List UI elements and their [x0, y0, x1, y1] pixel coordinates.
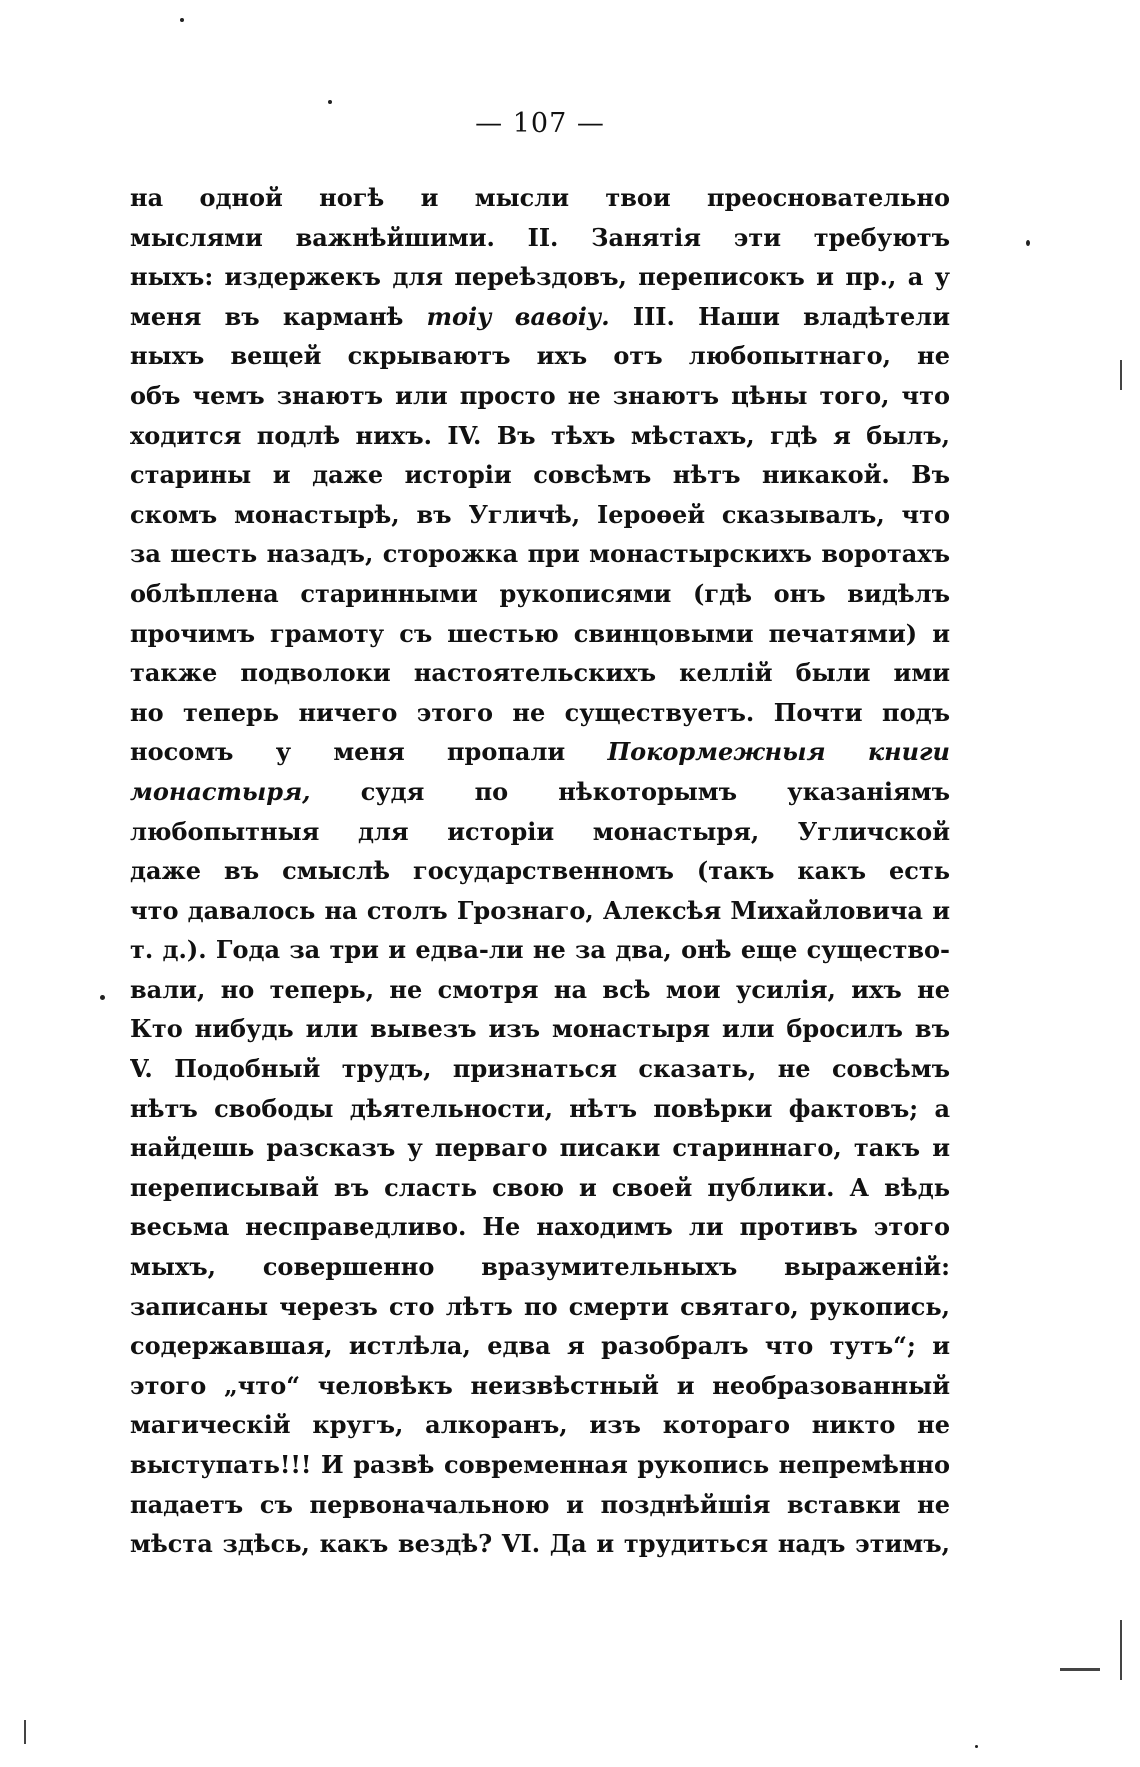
text-line: [130, 1287, 950, 1327]
text-line: [130, 653, 950, 693]
text-line: [130, 495, 950, 535]
text-line: [130, 1207, 950, 1247]
text-segment: переписывай въ сласть свою и своей публики. А вѣдь: [130, 1172, 950, 1202]
text-line: [130, 257, 950, 297]
text-segment: ходится подлѣ нихъ. IV. Въ тѣхъ мѣстахъ, гдѣ я былъ,: [130, 420, 950, 450]
text-segment: мыслями важнѣйшими. II. Занятія эти требуютъ: [130, 222, 950, 252]
scan-speck: [180, 18, 184, 22]
text-segment: старины и даже исторіи совсѣмъ нѣтъ никакой. Въ: [130, 460, 950, 490]
body-text: [130, 178, 950, 1564]
text-line: [130, 297, 950, 337]
text-line: [130, 1089, 950, 1129]
text-line: [130, 1247, 950, 1287]
text-line: [130, 772, 950, 812]
text-segment: но теперь ничего этого не существуетъ. Почти подъ: [130, 697, 950, 727]
text-line: [130, 534, 950, 574]
text-segment: весьма несправедливо. Не находимъ ли противъ этого: [130, 1212, 950, 1242]
page-number: — 107 —: [475, 108, 605, 139]
text-segment: на одной ногѣ и мысли твои преосновательно: [130, 183, 950, 212]
text-line: [130, 178, 950, 218]
text-line: [130, 1128, 950, 1168]
text-line: [130, 376, 950, 416]
text-line: [130, 614, 950, 654]
text-segment: любопытныя для исторіи монастыря, Угличской: [130, 816, 950, 846]
text-segment: также подволоки настоятельскихъ келлій были ими: [130, 658, 950, 688]
text-segment: мѣста здѣсь, какъ вездѣ? VI. Да и трудиться надъ этимъ,: [130, 1529, 950, 1559]
text-segment: объ чемъ знаютъ или просто не знаютъ цѣны того, что: [130, 380, 950, 410]
text-segment: т. д.). Года за три и едва-ли не за два, онѣ еще существо-: [130, 935, 950, 965]
text-segment: V. Подобный трудъ, признаться сказать, не совсѣмъ: [130, 1054, 950, 1084]
scan-edge-mark: [1060, 1668, 1100, 1671]
text-line: [130, 218, 950, 258]
text-line: [130, 851, 950, 891]
text-line: [130, 1445, 950, 1485]
text-segment: Кто нибудь или вывезъ изъ монастыря или бросилъ въ: [130, 1014, 950, 1044]
text-segment: выступать!!! И развѣ современная рукопись непремѣнно: [130, 1450, 950, 1479]
text-segment: III. Наши владѣтели: [632, 301, 950, 331]
text-line: [130, 891, 950, 931]
text-line: [130, 970, 950, 1010]
text-segment: вали, но теперь, не смотря на всѣ мои усилія, ихъ не: [130, 974, 950, 1004]
text-segment: скомъ монастырѣ, въ Угличѣ, Іероѳей сказывалъ, что: [130, 499, 950, 529]
text-line: [130, 812, 950, 852]
text-segment: носомъ у меня пропали: [130, 737, 608, 767]
text-segment: даже въ смыслѣ государственномъ (такъ какъ есть: [130, 856, 950, 886]
text-segment: найдешь разсказъ у перваго писаки стариннаго, такъ и: [130, 1133, 950, 1163]
text-segment: падаетъ съ первоначальною и позднѣйшія вставки не: [130, 1489, 950, 1519]
text-line: [130, 416, 950, 456]
text-line: [130, 1485, 950, 1525]
text-segment: меня въ карманѣ: [130, 301, 427, 331]
text-segment: нѣтъ свободы дѣятельности, нѣтъ повѣрки фактовъ; а: [130, 1093, 950, 1123]
text-line: [130, 455, 950, 495]
scan-edge-mark: [1120, 360, 1122, 390]
text-line: [130, 336, 950, 376]
text-segment: ныхъ вещей скрываютъ ихъ отъ любопытнаго, не: [130, 341, 950, 371]
text-line: [130, 1524, 950, 1564]
text-segment: облѣплена старинными рукописями (гдѣ онъ видѣлъ: [130, 578, 950, 608]
text-segment: прочимъ грамоту съ шестью свинцовыми печатями) и: [130, 618, 950, 648]
text-segment: ныхъ: издержекъ для переѣздовъ, переписокъ и пр., а у: [130, 262, 950, 292]
italic-text: Покормежныя книги: [607, 737, 950, 767]
scan-speck: [975, 1745, 978, 1748]
text-segment: записаны черезъ сто лѣтъ по смерти святаго, рукопись,: [130, 1291, 950, 1321]
text-line: [130, 732, 950, 772]
text-line: [130, 930, 950, 970]
text-segment: этого „что“ человѣкъ неизвѣстный и необразованный: [130, 1370, 950, 1400]
scan-speck: [1026, 240, 1030, 246]
italic-text: монастыря,: [130, 776, 311, 806]
text-segment: что давалось на столъ Грознаго, Алексѣя Михайловича и: [130, 895, 950, 925]
italic-text: тоіу вавоіу.: [426, 301, 610, 331]
text-segment: магическій кругъ, алкоранъ, изъ котораго никто не: [130, 1410, 950, 1440]
text-line: [130, 1009, 950, 1049]
scan-speck: [328, 100, 332, 104]
text-line: [130, 1326, 950, 1366]
text-line: [130, 1405, 950, 1445]
text-segment: судя по нѣкоторымъ указаніямъ: [360, 776, 950, 806]
text-line: [130, 693, 950, 733]
text-line: [130, 1366, 950, 1406]
text-segment: за шесть назадъ, сторожка при монастырскихъ воротахъ: [130, 539, 950, 569]
text-segment: содержавшая, истлѣла, едва я разобралъ что тутъ“; и: [130, 1331, 950, 1361]
scan-edge-mark: [1120, 1620, 1122, 1680]
scan-edge-mark: [24, 1720, 26, 1744]
text-line: [130, 1049, 950, 1089]
text-line: [130, 1168, 950, 1208]
scan-speck: [100, 995, 105, 1000]
text-segment: мыхъ, совершенно вразумительныхъ выраженій:: [130, 1252, 950, 1282]
text-line: [130, 574, 950, 614]
